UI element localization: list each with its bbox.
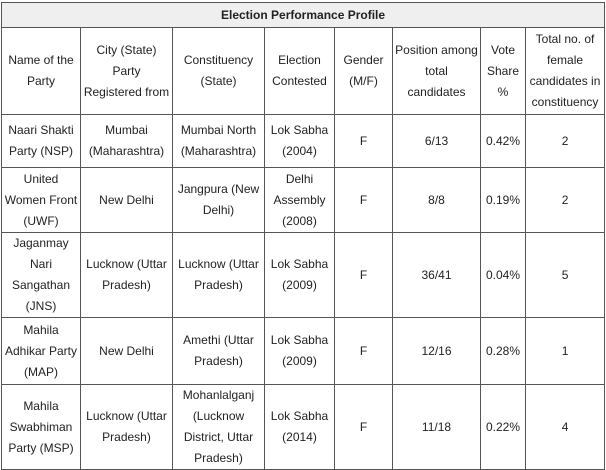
position-cell: 12/16 xyxy=(393,318,481,385)
header-position: Position among total candidates xyxy=(393,28,481,115)
header-row xyxy=(2,28,605,115)
constituency-cell: Amethi (Uttar Pradesh) xyxy=(173,318,265,385)
constituency-cell: Mumbai North (Maharashtra) xyxy=(173,115,265,168)
female-candidates-cell: 2 xyxy=(526,115,605,168)
party-name-cell: United Women Front (UWF) xyxy=(2,168,81,233)
election-cell: Lok Sabha (2004) xyxy=(265,115,335,168)
gender-cell: F xyxy=(335,385,393,470)
gender-cell: F xyxy=(335,168,393,233)
table-row xyxy=(2,233,605,318)
party-name-cell: Jaganmay Nari Sangathan (JNS) xyxy=(2,233,81,318)
position-cell: 6/13 xyxy=(393,115,481,168)
election-cell: Lok Sabha (2014) xyxy=(265,385,335,470)
gender-cell: F xyxy=(335,233,393,318)
vote-share-cell: 0.42% xyxy=(481,115,526,168)
position-cell: 8/8 xyxy=(393,168,481,233)
header-party-name: Name of the Party xyxy=(2,28,81,115)
position-cell: 36/41 xyxy=(393,233,481,318)
constituency-cell: Lucknow (Uttar Pradesh) xyxy=(173,233,265,318)
female-candidates-cell: 5 xyxy=(526,233,605,318)
city-state-cell: Lucknow (Uttar Pradesh) xyxy=(81,385,173,470)
position-cell: 11/18 xyxy=(393,385,481,470)
election-performance-table xyxy=(1,2,605,470)
header-vote-share: Vote Share % xyxy=(481,28,526,115)
party-name-cell: Mahila Adhikar Party (MAP) xyxy=(2,318,81,385)
header-gender: Gender (M/F) xyxy=(335,28,393,115)
header-election: Election Contested xyxy=(265,28,335,115)
table-row xyxy=(2,115,605,168)
election-cell: Lok Sabha (2009) xyxy=(265,318,335,385)
header-constituency: Constituency (State) xyxy=(173,28,265,115)
female-candidates-cell: 4 xyxy=(526,385,605,470)
party-name-cell: Naari Shakti Party (NSP) xyxy=(2,115,81,168)
city-state-cell: New Delhi xyxy=(81,168,173,233)
gender-cell: F xyxy=(335,115,393,168)
election-cell: Delhi Assembly (2008) xyxy=(265,168,335,233)
table-row xyxy=(2,318,605,385)
vote-share-cell: 0.28% xyxy=(481,318,526,385)
party-name-cell: Mahila Swabhiman Party (MSP) xyxy=(2,385,81,470)
city-state-cell: Mumbai (Maharashtra) xyxy=(81,115,173,168)
city-state-cell: Lucknow (Uttar Pradesh) xyxy=(81,233,173,318)
vote-share-cell: 0.19% xyxy=(481,168,526,233)
constituency-cell: Jangpura (New Delhi) xyxy=(173,168,265,233)
table-row xyxy=(2,385,605,470)
vote-share-cell: 0.04% xyxy=(481,233,526,318)
table-row xyxy=(2,168,605,233)
female-candidates-cell: 1 xyxy=(526,318,605,385)
table-title: Election Performance Profile xyxy=(2,3,605,28)
constituency-cell: Mohanlalganj (Lucknow District, Uttar Pradesh) xyxy=(173,385,265,470)
header-city-state: City (State) Party Registered from xyxy=(81,28,173,115)
vote-share-cell: 0.22% xyxy=(481,385,526,470)
header-female-candidates: Total no. of female candidates in constituency xyxy=(526,28,605,115)
female-candidates-cell: 2 xyxy=(526,168,605,233)
city-state-cell: New Delhi xyxy=(81,318,173,385)
election-cell: Lok Sabha (2009) xyxy=(265,233,335,318)
gender-cell: F xyxy=(335,318,393,385)
